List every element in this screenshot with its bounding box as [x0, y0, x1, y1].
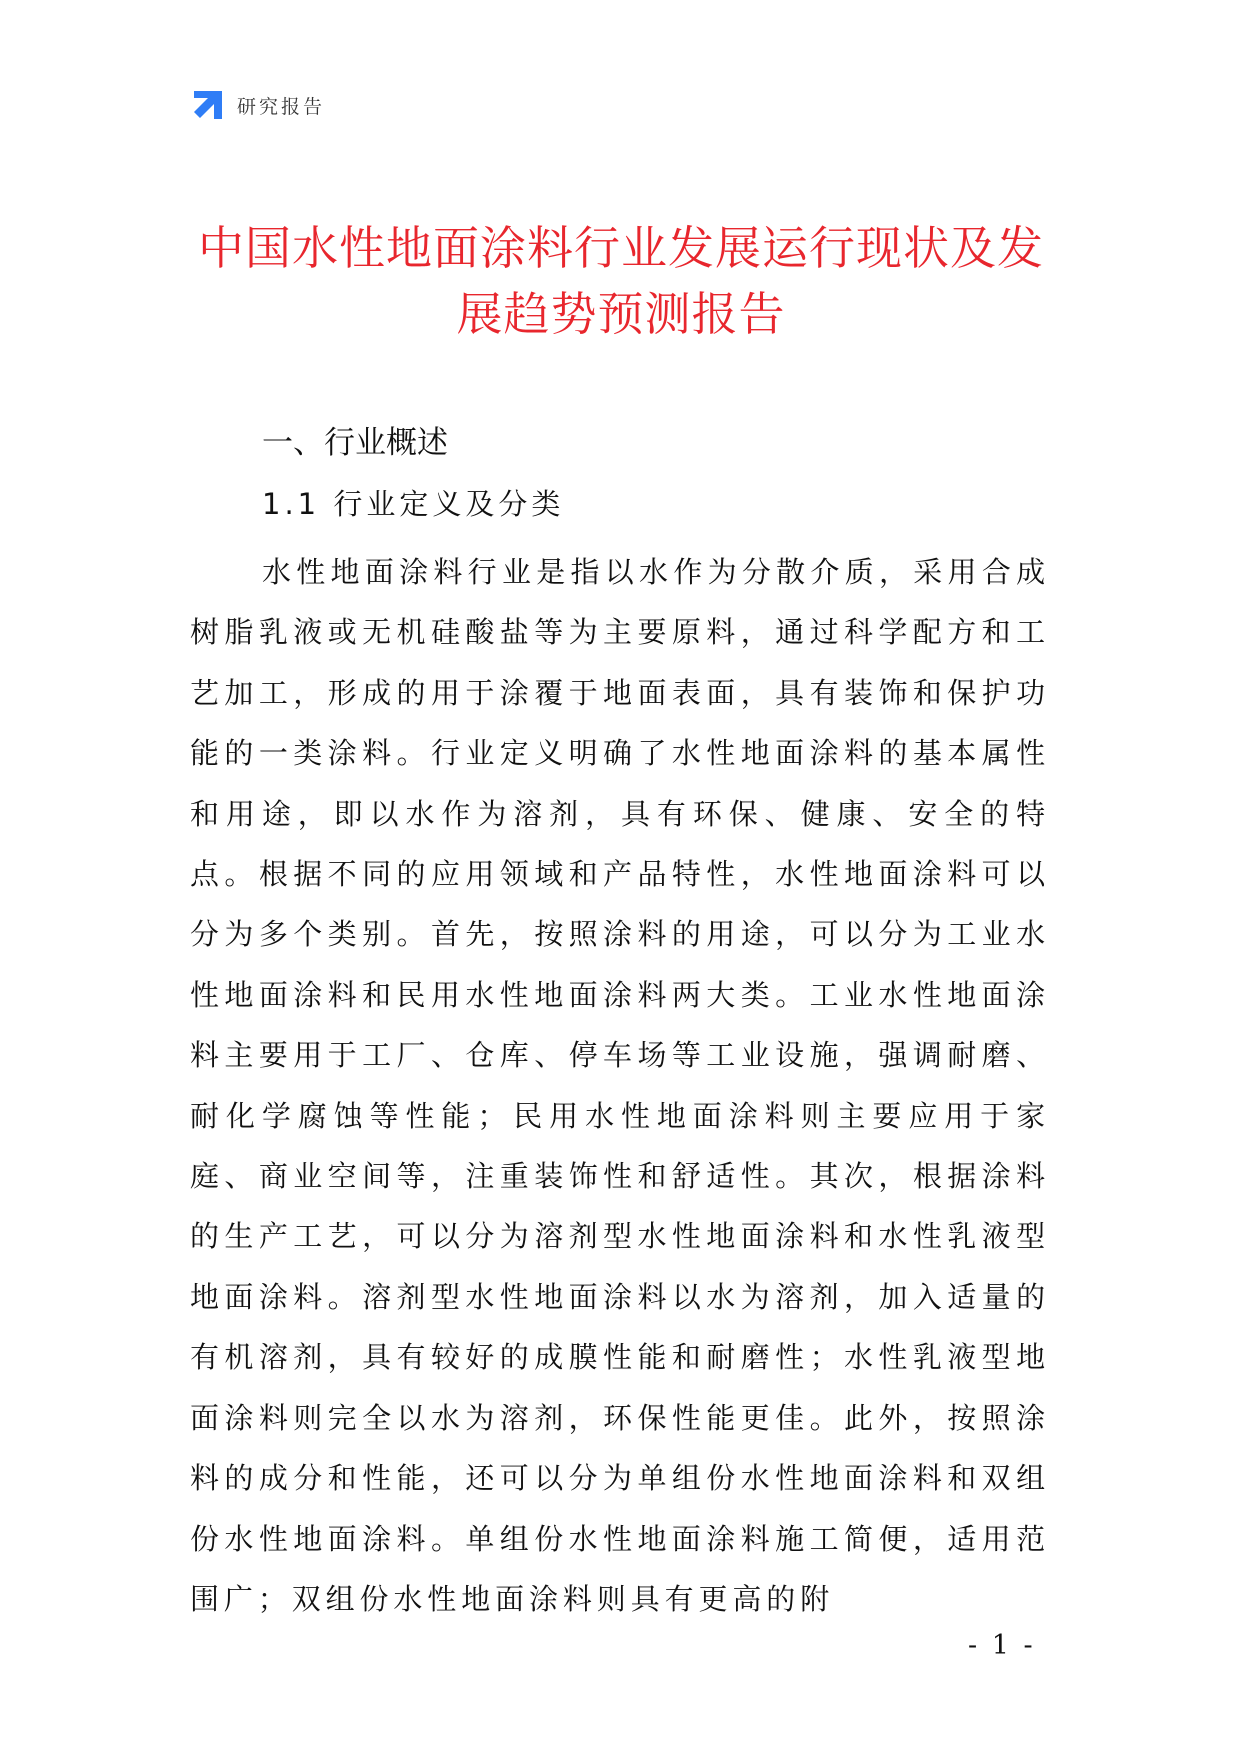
- report-header: [191, 88, 325, 122]
- report-title: 中国水性地面涂料行业发展运行现状及发展趋势预测报告: [198, 221, 1044, 341]
- diagonal-arrow-icon: [191, 88, 225, 122]
- sub-heading: 1.1 行业定义及分类: [262, 487, 565, 521]
- section-heading: 一、行业概述: [262, 425, 448, 461]
- page-number: - 1 -: [968, 1630, 1036, 1661]
- body-paragraph: 水性地面涂料行业是指以水作为分散介质，采用合成树脂乳液或无机硅酸盐等为主要原料，通过科学配方和工艺加工，形成的用于涂覆于地面表面，具有装饰和保护功能的一类涂料。行业定义明确了水性地面涂料的基本属性和用途，即以水作为溶剂，具有环保、健康、安全的特点。根据不同的应用领域和产品特性，水性地面涂料可以分为多个类别。首先，按照涂料的用途，可以分为工业水性地面涂料和民用水性地面涂料两大类。工业水性地面涂料主要用于工厂、仓库、停车场等工业设施，强调耐磨、耐化学腐蚀等性能；民用水性地面涂料则主要应用于家庭、商业空间等，注重装饰性和舒适性。其次，根据涂料的生产工艺，可以分为溶剂型水性地面涂料和水性乳液型地面涂料。溶剂型水性地面涂料以水为溶剂，加入适量的有机溶剂，具有较好的成膜性能和耐磨性；水性乳液型地面涂料则完全以水为溶剂，环保性能更佳。此外，按照涂料的成分和性能，还可以分为单组份水性地面涂料和双组份水性地面涂料。单组份水性地面涂料施工简便，适用范围广；双组份水性地面涂料则具有更高的附: [190, 555, 1050, 1616]
- header-label: 研究报告: [237, 95, 326, 118]
